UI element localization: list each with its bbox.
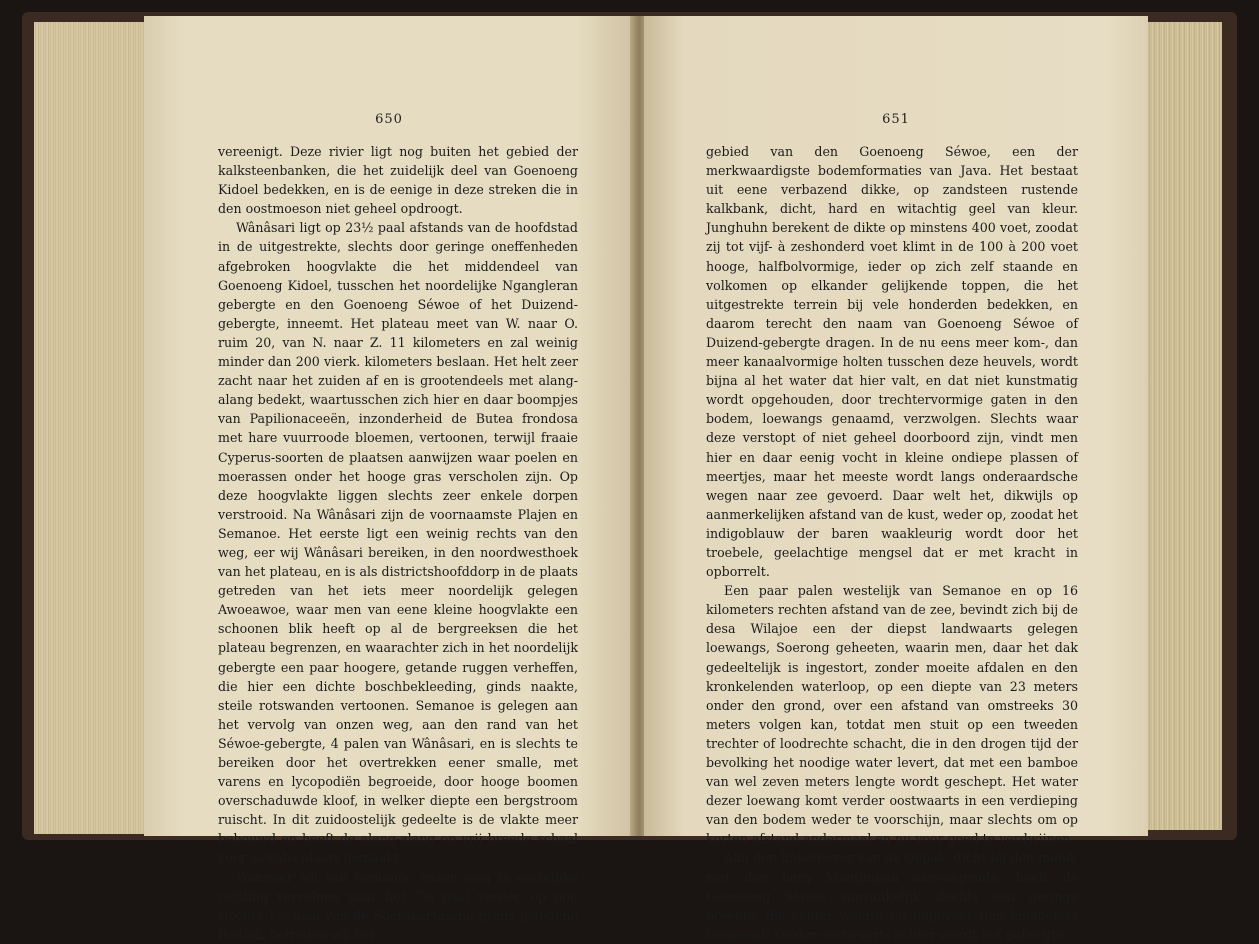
right-page	[644, 16, 1148, 942]
paragraph: Een paar palen westelijk van Semanoe en op 16 kilometers rechten afstand van de zee, bevindt zich bij de desa Wilajoe een der diepst landwaarts gelegen loewangs, Soerong geheeten, waarin men, daar het dak gedeeltelijk is ingestort, zonder moeite afdalen en den kronkelenden waterloop, op een diepte van 23 meters onder den grond, over een afstand van omstreeks 30 meters volgen kan, totdat men stuit op een tweeden trechter of loodrechte schacht, die in den drogen tijd der bevolking het noodige water levert, dat met een bamboe van wel zeven meters lengte wordt geschept. Het water dezer loewang komt verder oostwaarts in een verdieping van den bodem weder te voorschijn, maar slechts om op korten afstand andermaal en nu voor goed te verdwijnen.	[706, 583, 1078, 847]
paragraph: Wanneer wij van Semanoe onzen weg in oostelijke richting vervolgen naar het 7¾ paal verder, op nog slechts 1½ paal van de Soerakartasche grens gelegene Bedâjâ, betreden wij het	[218, 869, 578, 942]
paragraph: vereenigt. Deze rivier ligt nog buiten het gebied der kalksteenbanken, die het zuidelijk deel van Goenoeng Kidoel bedekken, en is de eenige in deze streken die in den oostmoeson niet geheel opdroogt.	[218, 144, 578, 217]
paragraph: Wânâsari ligt op 23½ paal afstands van de hoofdstad in de uitgestrekte, slechts door geringe oneffenheden afgebroken hoogvlakte die het middendeel van Goenoeng Kidoel, tusschen het noordelijke Ngangleran gebergte en den Goenoeng Séwoe of het Duizend-gebergte, inneemt. Het plateau meet van W. naar O. ruim 20, van N. naar Z. 11 kilometers en zal weinig minder dan 200 vierk. kilometers beslaan. Het helt zeer zacht naar het zuiden af en is grootendeels met alang-alang bedekt, waartusschen zich hier en daar boompjes van Papilionaceeën, inzonderheid de Butea frondosa met hare vuurroode bloemen, vertoonen, terwijl fraaie Cyperus-soorten de plaatsen aanwijzen waar poelen en moerassen onder het hooge gras verscholen zijn. Op deze hoogvlakte liggen slechts zeer enkele dorpen verstrooid. Na Wânâsari zijn de voornaamste Plajen en Semanoe. Het eerste ligt een weinig rechts van den weg, eer wij Wânâsari bereiken, in den noordwesthoek van het plateau, en is als districtshoofddorp in de plaats getreden van het iets meer noordelijk gelegen Awoeawoe, waar men van eene kleine hoogvlakte een schoonen blik heeft op al de bergreeksen die het plateau begrenzen, en waarachter zich in het noordelijk gebergte een paar hoogere, getande ruggen verheffen, die hier een dichte boschbekleeding, ginds naakte, steile rotswanden vertoonen. Semanoe is gelegen aan het vervolg van onzen weg, aan den rand van het Séwoe-gebergte, 4 palen van Wânâsari, en is slechts te bereiken door het overtrekken eener smalle, met varens en lycopodiën begroeide, door hooge boomen overschaduwde kloof, in welker diepte een bergstroom ruischt. In dit zuidoostelijk gedeelte is de vlakte meer bebouwd en heeft de alang-alang op vrij breede schaal voor sawahs plaats gemaakt.	[218, 220, 578, 866]
right-page-text	[706, 142, 1078, 944]
left-page	[144, 16, 634, 942]
paragraph: gebied van den Goenoeng Séwoe, een der merkwaardigste bodemformaties van Java. Het bestaat uit eene verbazend dikke, op zandsteen rustende kalkbank, dicht, hard en witachtig geel van kleur. Junghuhn berekent de dikte op minstens 400 voet, zoodat zij tot vijf- à zeshonderd voet klimt in de 100 à 200 voet hooge, halfbolvormige, ieder op zich zelf staande en volkomen op elkander gelijkende toppen, die het uitgestrekte terrein bij vele honderden bedekken, en daarom terecht den naam van Goenoeng Séwoe of Duizend-gebergte dragen. In de nu eens meer kom-, dan meer kanaalvormige holten tusschen deze heuvels, wordt bijna al het water dat hier valt, en dat niet kunstmatig wordt opgehouden, door trechtervormige gaten in den bodem, loewangs genaamd, verzwolgen. Slechts waar deze verstopt of niet geheel doorboord zijn, vindt men hier en daar eenig vocht in kleine ondiepe plassen of meertjes, maar het meeste wordt langs onderaardsche wegen naar zee gevoerd. Daar welt het, dikwijls op aanmerkelijken afstand van de kust, weder op, zoodat het indigoblauw der baren waakleurig wordt door het troebele, geelachtige mengsel dat er met kracht in opborrelt.	[706, 144, 1078, 580]
paragraph: Aan den linkeroever van de Oepak, dicht bij den mond, met den berg Mantjingan aanvangende, heeft de Goenoeng Séwoe aanvankelijk slechts een geringe breedte, die echter weldra tot ongeveer tien kilometers toeneemt; verder oostwaarts echter wordt het gebergte	[706, 850, 1078, 942]
page-edges-right	[1146, 22, 1222, 830]
page-edges-left	[34, 22, 146, 834]
left-page-text	[218, 142, 578, 944]
left-page-number: 650	[375, 112, 403, 127]
right-page-number: 651	[882, 112, 910, 127]
